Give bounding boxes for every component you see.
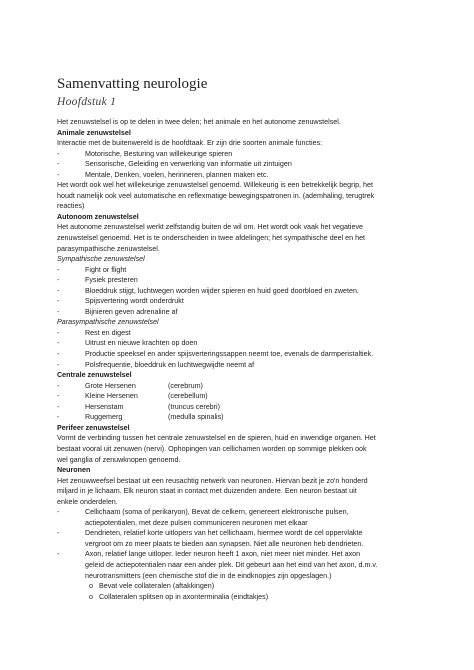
list-item	[57, 349, 437, 360]
list-item-text: Rest en digest	[85, 328, 131, 337]
paragraph-line: enkele onderdelen.	[57, 497, 118, 506]
list-item	[57, 159, 437, 170]
list-item-text: Fight or flight	[85, 265, 127, 274]
list-item-text: Spijsvertering wordt onderdrukt	[85, 297, 184, 306]
list-item-text: Axon, relatief lange uitloper. Ieder neuron heeft 1 axon, niet meer niet minder. Het axon	[85, 550, 361, 559]
list-item-text: geleid de actiepotentialen naar een ander plek. Dit gebeurt aan het eind van het axon, d.m.v.	[85, 560, 378, 569]
list-item	[57, 549, 437, 560]
bullet-dash: -	[57, 402, 60, 411]
list-item-text: Uitrust en nieuwe krachten op doen	[85, 339, 198, 348]
bullet-dash: -	[57, 286, 60, 295]
list-item	[57, 412, 437, 423]
list-item	[57, 381, 437, 392]
bullet-circle: o	[89, 592, 93, 601]
section-heading-neuronen: Neuronen	[57, 466, 91, 475]
list-item-text: Dendrieten, relatief korte uitlopers van het cellichaam, hiermee wordt de cel oppervlakte	[85, 529, 363, 538]
paragraph-line: reacties)	[57, 202, 85, 211]
paragraph-line: bestaat vooral uit zenuwen (nervi). Ophopingen van cellichamen worden op sommige plekken ook	[57, 444, 367, 453]
list-item-text: Fysiek presteren	[85, 276, 138, 285]
bullet-dash: -	[57, 508, 60, 517]
brain-part-latin: (cerebellum)	[168, 392, 208, 401]
bullet-dash: -	[57, 160, 60, 169]
sub-list-item	[57, 581, 437, 592]
bullet-dash: -	[57, 529, 60, 538]
paragraph-line: miljard in je lichaam. Elk neuron staat in contact met duizenden andere. Een neuron bestaat uit	[57, 487, 357, 496]
bullet-dash: -	[57, 170, 60, 179]
bullet-dash: -	[57, 381, 60, 390]
section-heading-autonoom: Autonoom zenuwstelsel	[57, 212, 139, 221]
brain-part-name: Hersenstam	[85, 402, 124, 411]
list-item-text: Polsfrequentie, bloeddruk en luchtwegwijdte neemt af	[85, 360, 255, 369]
paragraph-line: Het autonome zenuwstelsel werkt zelfstandig buiten de wil om. Het wordt ook vaak het vegatieve	[57, 223, 364, 232]
list-item-text: vergroot om zo meer plaats te bieden aan synapsen. Niet alle neuronen heb dendrieten.	[85, 539, 364, 548]
document-body	[57, 117, 437, 602]
bullet-dash: -	[57, 328, 60, 337]
list-item	[57, 338, 437, 349]
bullet-dash: -	[57, 360, 60, 369]
bullet-dash: -	[57, 276, 60, 285]
list-item	[57, 307, 437, 318]
paragraph-line: parasympathische zenuwstelsel.	[57, 244, 160, 253]
paragraph-line: Het wordt ook wel het willekeurige zenuwstelsel genoemd. Willekeurig is een betrekkelijk begrip, het	[57, 181, 373, 190]
paragraph-line: zenuwstelsel genoemd. Het is te onderscheiden in twee afdelingen; het sympathische deel en het	[57, 234, 366, 243]
list-item-text: Mentale, Denken, voelen, herinneren, plannen maken etc.	[85, 170, 269, 179]
list-item	[57, 328, 437, 339]
paragraph-line: wel ganglia of zenuwknopen genoemd.	[57, 455, 181, 464]
document-title: Samenvatting neurologie	[57, 76, 208, 92]
sub-list-item	[57, 592, 437, 603]
list-item	[57, 275, 437, 286]
subsection-heading-parasympathisch: Parasympathische zenuwstelsel	[57, 318, 159, 327]
brain-part-latin: (cerebrum)	[168, 381, 203, 390]
section-heading-centrale: Centrale zenuwstelsel	[57, 371, 132, 380]
bullet-dash: -	[57, 265, 60, 274]
list-item	[57, 528, 437, 539]
list-item-text: Motorische, Besturing van willekeurige spieren	[85, 149, 233, 158]
bullet-circle: o	[89, 582, 93, 591]
list-item-text: actiepotentialen, met deze pulsen communiceren neuronen met elkaar	[85, 518, 308, 527]
section-heading-perifeer: Perifeer zenuwstelsel	[57, 423, 130, 432]
list-item-text: Collateralen splitsen op in axonterminalia (eindtakjes)	[99, 592, 269, 601]
bullet-dash: -	[57, 297, 60, 306]
list-item-text: Bijnieren geven adrenaline af	[85, 307, 178, 316]
list-item	[57, 170, 437, 181]
brain-part-latin: (medulla spinalis)	[168, 413, 224, 422]
list-item-continuation	[57, 571, 437, 582]
subsection-heading-sympathisch: Sympathische zenuwstelsel	[57, 255, 145, 264]
brain-part-name: Grote Hersenen	[85, 381, 136, 390]
list-item	[57, 391, 437, 402]
list-item-text: Bloeddruk stijgt, luchtwegen worden wijder spieren en huid goed doorbloed en zweten.	[85, 286, 359, 295]
list-item-text: Bevat vele collateralen (aftakkingen)	[99, 582, 215, 591]
list-item	[57, 265, 437, 276]
bullet-dash: -	[57, 413, 60, 422]
list-item-continuation	[57, 539, 437, 550]
bullet-dash: -	[57, 392, 60, 401]
list-item	[57, 507, 437, 518]
list-item-text: Productie speeksel en ander spijsverteringssappen neemt toe, evenals de darmperistaltiek.	[85, 350, 374, 359]
list-item	[57, 360, 437, 371]
list-item	[57, 149, 437, 160]
list-item-text: Cellichaam (soma of perikaryon), Bevat de celkern, genereert elektronische pulsen,	[85, 508, 349, 517]
bullet-dash: -	[57, 350, 60, 359]
list-item-text: Sensorische, Geleiding en verwerking van informatie uit zintuigen	[85, 160, 292, 169]
bullet-dash: -	[57, 307, 60, 316]
paragraph-line: houdt namelijk ook veel automatische en reflexmatige bewegingspatronen in. (ademhaling, terugtrek	[57, 191, 375, 200]
list-item	[57, 286, 437, 297]
list-item	[57, 296, 437, 307]
list-item	[57, 402, 437, 413]
brain-part-latin: (truncus cerebri)	[168, 402, 220, 411]
paragraph-line: Interactie met de buitenwereld is de hoofdtaak. Er zijn drie soorten animale functies:	[57, 139, 323, 148]
paragraph-line: Het zenuwstelsel is op te delen in twee delen; het animale en het autonome zenuwstelsel.	[57, 118, 341, 126]
document-subtitle: Hoofdstuk 1	[57, 96, 117, 108]
list-item-continuation	[57, 518, 437, 529]
bullet-dash: -	[57, 550, 60, 559]
section-heading-animale: Animale zenuwstelsel	[57, 128, 131, 137]
list-item-continuation	[57, 560, 437, 571]
bullet-dash: -	[57, 339, 60, 348]
paragraph-line: Het zenuwweefsel bestaat uit een reusachtig netwerk van neuronen. Hiervan bezit je zo'n honderd	[57, 476, 368, 485]
brain-part-name: Kleine Hersenen	[85, 392, 138, 401]
bullet-dash: -	[57, 149, 60, 158]
list-item-text: neurotransmitters (een chemische stof die in de eindknopjes zijn opgeslagen.)	[85, 571, 332, 580]
paragraph-line: Vormt de verbinding tussen het centrale zenuwstelsel en de spieren, huid en inwendige organen. Het	[57, 434, 376, 443]
brain-part-name: Ruggemerg	[85, 413, 123, 422]
